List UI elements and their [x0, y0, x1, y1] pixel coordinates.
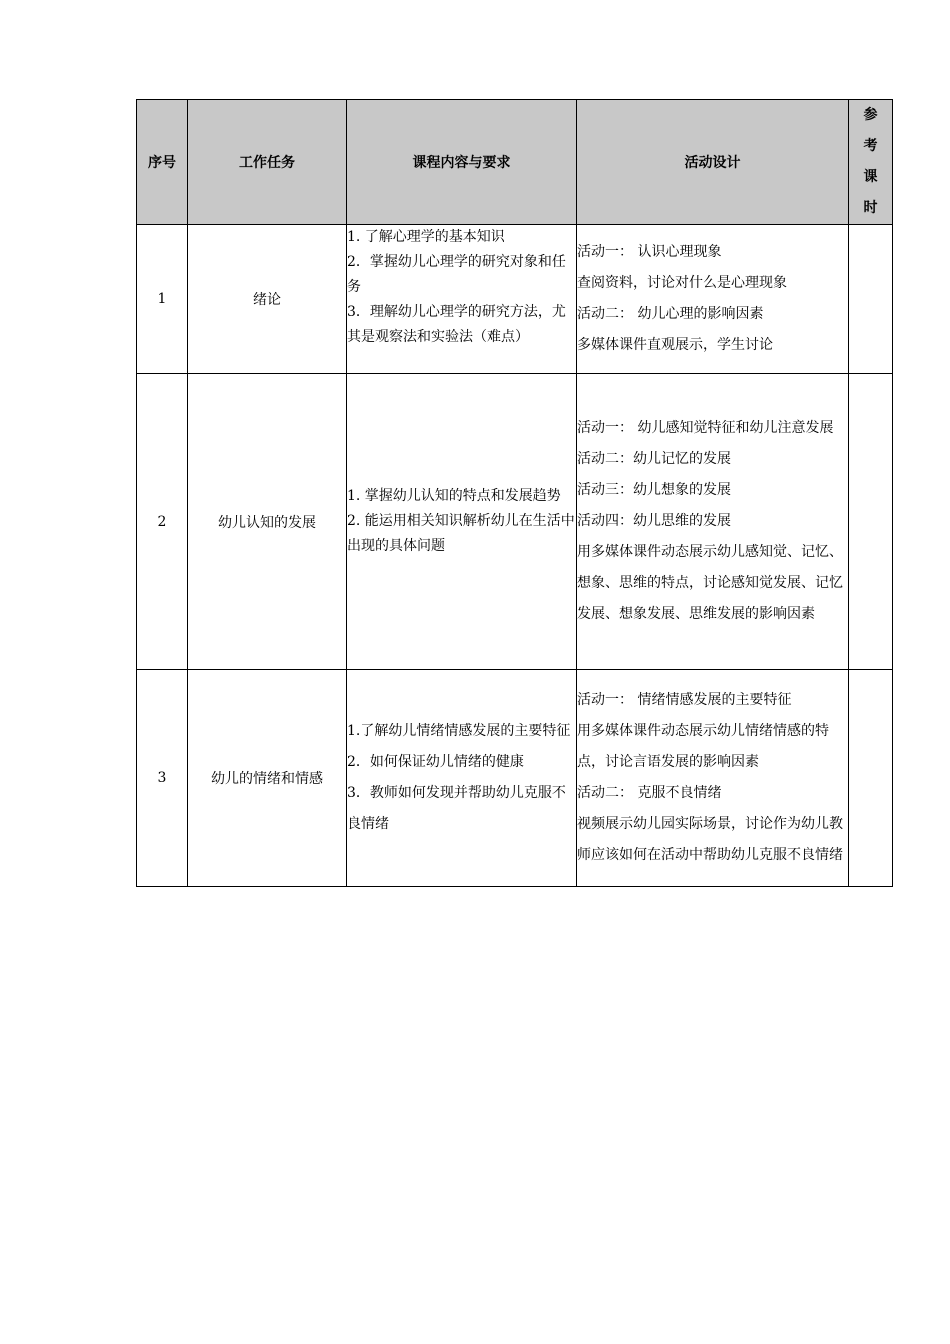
content-line: 1. 掌握幼儿认知的特点和发展趋势 [347, 488, 561, 504]
activity-line: 视频展示幼儿园实际场景，讨论作为幼儿教师应该如何在活动中帮助幼儿克服不良情绪 [577, 816, 843, 863]
header-hours-char: 课 [863, 169, 878, 185]
row-num: 2 [137, 374, 188, 670]
row-hours [849, 670, 893, 887]
row-task: 绪论 [188, 225, 347, 374]
header-hours-char: 时 [863, 200, 878, 216]
table-header-row [137, 100, 893, 225]
row-task: 幼儿认知的发展 [188, 374, 347, 670]
activity-line: 多媒体课件直观展示，学生讨论 [577, 337, 773, 353]
row-content [347, 670, 577, 887]
content-line: 3．理解幼儿心理学的研究方法，尤其是观察法和实验法（难点） [347, 304, 566, 345]
row-content [347, 374, 577, 670]
table-row [137, 374, 893, 670]
content-line: 2．掌握幼儿心理学的研究对象和任务 [347, 254, 566, 295]
activity-line: 活动一： 认识心理现象 [577, 244, 722, 260]
header-task: 工作任务 [188, 100, 347, 225]
row-num: 3 [137, 670, 188, 887]
row-task: 幼儿的情绪和情感 [188, 670, 347, 887]
activity-line: 用多媒体课件动态展示幼儿感知觉、记忆、想象、思维的特点，讨论感知觉发展、记忆发展、想象发展、思维发展的影响因素 [577, 544, 843, 622]
row-content [347, 225, 577, 374]
header-num: 序号 [137, 100, 188, 225]
activity-line: 活动一： 情绪情感发展的主要特征 [577, 692, 792, 708]
activity-line: 活动四：幼儿思维的发展 [577, 513, 731, 529]
activity-line: 活动二： 克服不良情绪 [577, 785, 722, 801]
row-activity [577, 374, 849, 670]
content-line: 1. 了解心理学的基本知识 [347, 229, 505, 245]
content-line: 3．教师如何发现并帮助幼儿克服不良情绪 [347, 785, 566, 832]
activity-line: 活动二：幼儿记忆的发展 [577, 451, 731, 467]
activity-line: 用多媒体课件动态展示幼儿情绪情感的特点，讨论言语发展的影响因素 [577, 723, 829, 770]
row-num: 1 [137, 225, 188, 374]
row-hours [849, 374, 893, 670]
course-table [136, 99, 893, 887]
header-hours-char: 参 [863, 107, 878, 123]
row-activity [577, 225, 849, 374]
activity-line: 活动二： 幼儿心理的影响因素 [577, 306, 764, 322]
activity-line: 活动一： 幼儿感知觉特征和幼儿注意发展 [577, 420, 834, 436]
table-row [137, 225, 893, 374]
header-hours-char: 考 [863, 138, 878, 154]
header-content: 课程内容与要求 [347, 100, 577, 225]
activity-line: 活动三：幼儿想象的发展 [577, 482, 731, 498]
header-activity: 活动设计 [577, 100, 849, 225]
row-hours [849, 225, 893, 374]
activity-line: 查阅资料，讨论对什么是心理现象 [577, 275, 787, 291]
content-line: 1.了解幼儿情绪情感发展的主要特征 [347, 723, 571, 739]
header-hours [849, 100, 893, 225]
content-line: 2．如何保证幼儿情绪的健康 [347, 754, 524, 770]
content-line: 2. 能运用相关知识解析幼儿在生活中出现的具体问题 [347, 513, 575, 554]
row-activity [577, 670, 849, 887]
table-row [137, 670, 893, 887]
